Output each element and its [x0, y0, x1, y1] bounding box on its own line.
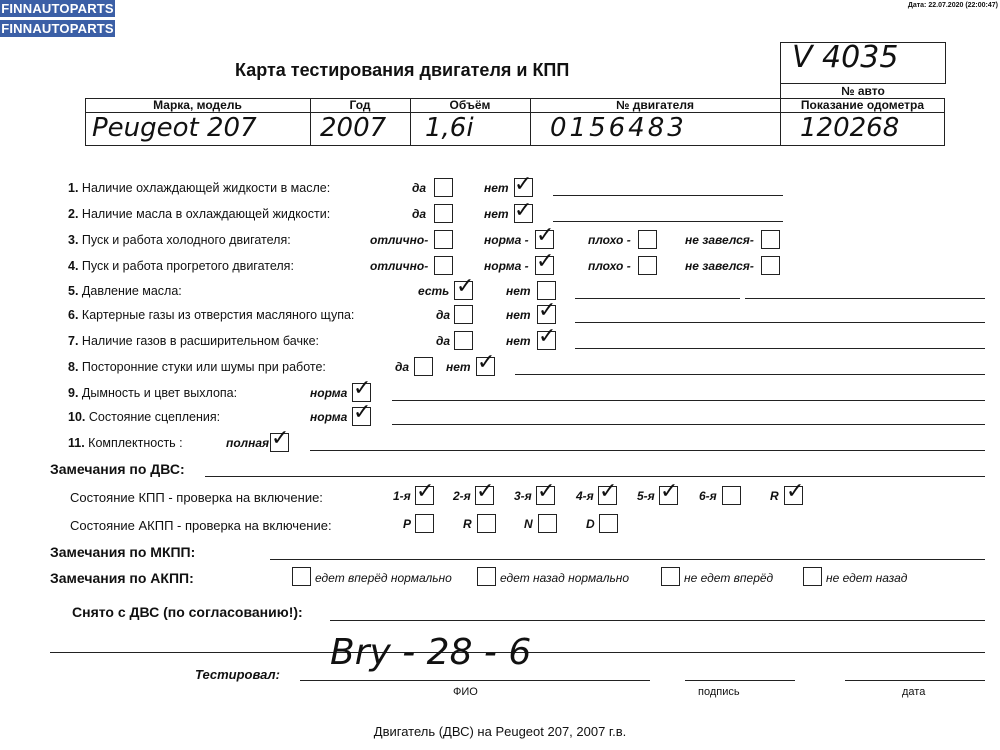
q8-no-check-icon: ✓: [477, 350, 496, 375]
header-odometer: Показание одометра: [800, 98, 925, 112]
akpp-n-label: N: [524, 517, 533, 531]
q7-no-label: нет: [506, 334, 531, 348]
hw-year: 2007: [320, 113, 387, 143]
question-5: 5. Давление масла:: [68, 284, 182, 298]
question-6: 6. Картерные газы из отверстия масляного щупа:: [68, 308, 355, 322]
question-11: 11. Комплектность :: [68, 436, 183, 450]
q9-normal-label: норма: [310, 386, 348, 400]
akpp-d-checkbox[interactable]: [599, 514, 618, 533]
date-stamp: Дата: 22.07.2020 (22:00:47): [907, 2, 998, 9]
q6-yes-label: да: [436, 308, 451, 322]
q4-excellent-checkbox[interactable]: [434, 256, 453, 275]
signature-label: подпись: [698, 686, 740, 698]
q3-not-started-checkbox[interactable]: [761, 230, 780, 249]
hw-engine-no: 0156483: [550, 113, 687, 143]
q11-full-label: полная: [226, 436, 270, 450]
header-volume: Объём: [449, 98, 491, 112]
q1-no-label: нет: [484, 181, 509, 195]
q2-yes-label: да: [412, 207, 427, 221]
q4-normal-label: норма -: [484, 259, 529, 273]
hw-odometer: 120268: [800, 113, 900, 143]
gear-4-label: 4-я: [576, 489, 594, 503]
dvs-remarks-label: Замечания по ДВС:: [50, 461, 185, 477]
akpp-r-checkbox[interactable]: [477, 514, 496, 533]
q8-yes-checkbox[interactable]: [414, 357, 433, 376]
gear-1-check-icon: ✓: [416, 479, 435, 504]
akpp-no-forward-label: не едет вперёд: [684, 571, 774, 585]
q3-excellent-checkbox[interactable]: [434, 230, 453, 249]
q4-not-started-label: не завелся-: [685, 259, 754, 273]
gear-2-check-icon: ✓: [476, 479, 495, 504]
q9-normal-check-icon: ✓: [353, 376, 372, 401]
kpp-state-label: Состояние КПП - проверка на включение:: [70, 490, 323, 505]
q3-normal-label: норма -: [484, 233, 529, 247]
q2-yes-checkbox[interactable]: [434, 204, 453, 223]
question-2: 2. Наличие масла в охлаждающей жидкости:: [68, 207, 331, 221]
watermark-logo: FINNAUTOPARTS: [1, 1, 114, 16]
question-1: 1. Наличие охлаждающей жидкости в масле:: [68, 181, 331, 195]
car-number-label: № авто: [841, 84, 885, 98]
q4-bad-checkbox[interactable]: [638, 256, 657, 275]
fio-label: ФИО: [453, 686, 478, 698]
q7-yes-checkbox[interactable]: [454, 331, 473, 350]
car-number-value: V 4035: [792, 40, 899, 75]
q10-normal-check-icon: ✓: [353, 400, 372, 425]
mkpp-remarks-label: Замечания по МКПП:: [50, 544, 196, 560]
question-4: 4. Пуск и работа прогретого двигателя:: [68, 259, 294, 273]
hw-volume: 1,6i: [425, 113, 474, 143]
gear-2-label: 2-я: [453, 489, 471, 503]
q8-no-label: нет: [446, 360, 471, 374]
q2-no-check-icon: ✓: [514, 198, 533, 223]
q1-yes-checkbox[interactable]: [434, 178, 453, 197]
akpp-no-backward-checkbox[interactable]: [803, 567, 822, 586]
removed-label: Снято с ДВС (по согласованию!):: [72, 604, 303, 620]
gear-6-label: 6-я: [699, 489, 717, 503]
gear-r-check-icon: ✓: [786, 479, 805, 504]
q6-no-check-icon: ✓: [538, 298, 557, 323]
q4-not-started-checkbox[interactable]: [761, 256, 780, 275]
akpp-state-label: Состояние АКПП - проверка на включение:: [70, 518, 332, 533]
gear-5-label: 5-я: [637, 489, 655, 503]
akpp-n-checkbox[interactable]: [538, 514, 557, 533]
akpp-no-forward-checkbox[interactable]: [661, 567, 680, 586]
q4-normal-check-icon: ✓: [536, 249, 555, 274]
q4-bad-label: плохо -: [588, 259, 631, 273]
gear-3-check-icon: ✓: [537, 479, 556, 504]
q6-no-label: нет: [506, 308, 531, 322]
watermark-logo-2: FINNAUTOPARTS: [1, 21, 114, 36]
q2-no-label: нет: [484, 207, 509, 221]
akpp-remarks-label: Замечания по АКПП:: [50, 570, 194, 586]
q5-present-label: есть: [418, 284, 450, 298]
akpp-forward-ok-checkbox[interactable]: [292, 567, 311, 586]
header-engine-no: № двигателя: [616, 98, 694, 112]
q7-yes-label: да: [436, 334, 451, 348]
q3-bad-checkbox[interactable]: [638, 230, 657, 249]
q8-yes-label: да: [395, 360, 410, 374]
akpp-p-checkbox[interactable]: [415, 514, 434, 533]
gear-3-label: 3-я: [514, 489, 532, 503]
question-10: 10. Состояние сцепления:: [68, 410, 221, 424]
gear-6-checkbox[interactable]: [722, 486, 741, 505]
date-label: дата: [902, 686, 926, 698]
gear-1-label: 1-я: [393, 489, 411, 503]
akpp-backward-ok-checkbox[interactable]: [477, 567, 496, 586]
q3-not-started-label: не завелся-: [685, 233, 754, 247]
header-make-model: Марка, модель: [153, 98, 242, 112]
akpp-r-label: R: [463, 517, 472, 531]
akpp-forward-ok-label: едет вперёд нормально: [315, 571, 452, 585]
q5-no-label: нет: [506, 284, 531, 298]
gear-r-label: R: [770, 489, 779, 503]
page-title: Карта тестирования двигателя и КПП: [235, 60, 570, 80]
q1-no-check-icon: ✓: [514, 172, 533, 197]
q6-yes-checkbox[interactable]: [454, 305, 473, 324]
q11-full-check-icon: ✓: [271, 426, 290, 451]
q5-present-check-icon: ✓: [456, 274, 475, 299]
hw-make-model: Peugeot 207: [92, 113, 257, 143]
q3-excellent-label: отлично-: [370, 233, 429, 247]
tested-by-label: Тестировал:: [195, 667, 280, 682]
q10-normal-label: норма: [310, 410, 348, 424]
gear-4-check-icon: ✓: [599, 479, 618, 504]
q7-no-check-icon: ✓: [538, 324, 557, 349]
tester-handwriting: Bry - 28 - 6: [330, 632, 532, 673]
gear-5-check-icon: ✓: [660, 479, 679, 504]
akpp-backward-ok-label: едет назад нормально: [500, 571, 630, 585]
question-3: 3. Пуск и работа холодного двигателя:: [68, 233, 291, 247]
akpp-p-label: P: [403, 517, 412, 531]
q3-normal-check-icon: ✓: [536, 223, 555, 248]
akpp-no-backward-label: не едет назад: [826, 571, 908, 585]
image-caption: Двигатель (ДВС) на Peugeot 207, 2007 г.в.: [373, 724, 627, 739]
q4-excellent-label: отлично-: [370, 259, 429, 273]
question-7: 7. Наличие газов в расширительном бачке:: [68, 334, 320, 348]
question-9: 9. Дымность и цвет выхлопа:: [68, 386, 238, 400]
q1-yes-label: да: [412, 181, 427, 195]
header-year: Год: [349, 98, 371, 112]
q3-bad-label: плохо -: [588, 233, 631, 247]
akpp-d-label: D: [586, 517, 595, 531]
question-8: 8. Посторонние стуки или шумы при работе:: [68, 360, 326, 374]
